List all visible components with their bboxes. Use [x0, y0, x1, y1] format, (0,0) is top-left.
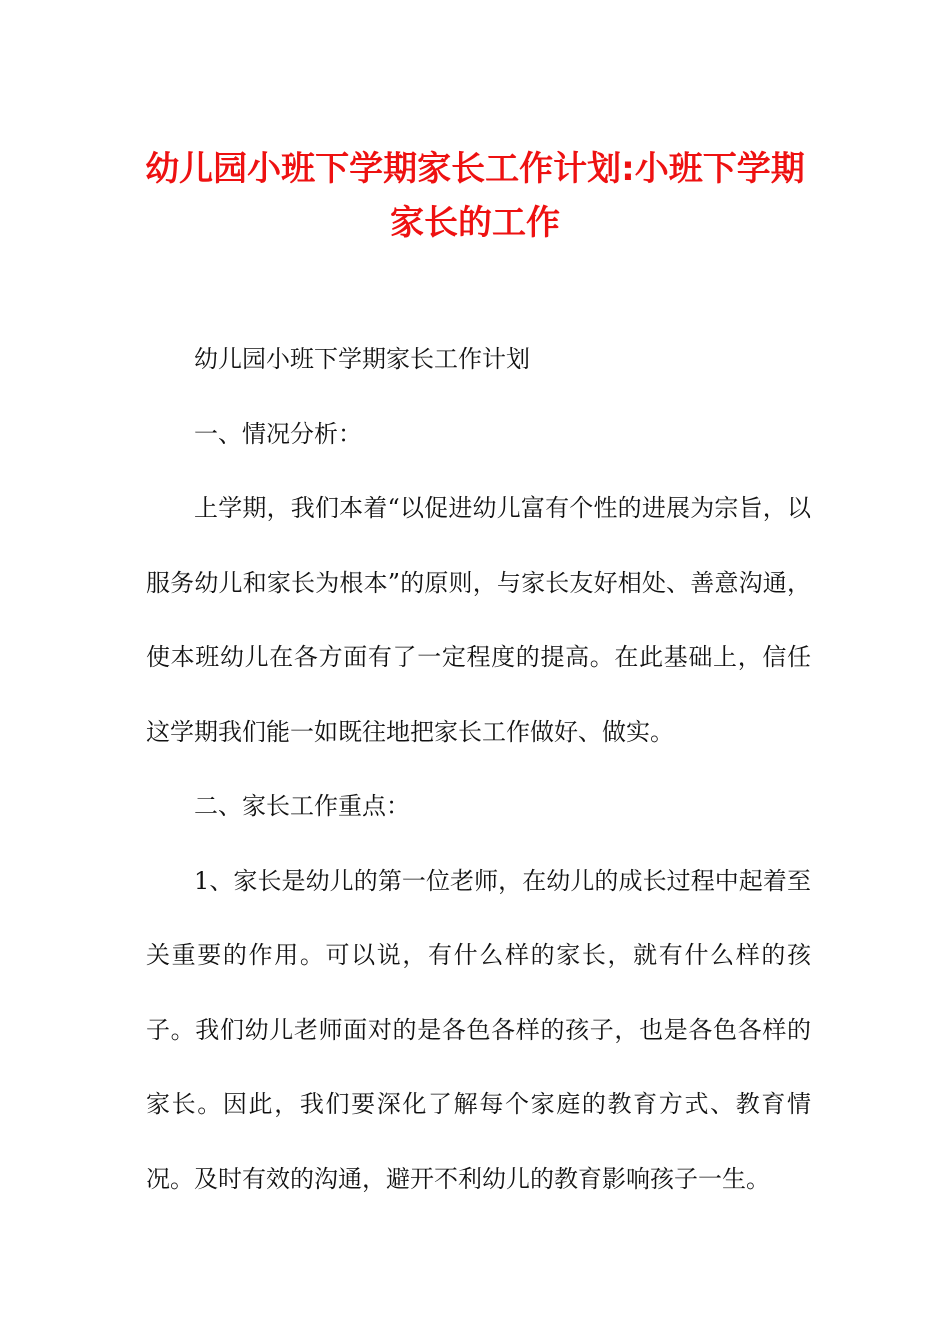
title-line-2: 家长的工作 [390, 203, 560, 243]
paragraph-situation: 上学期，我们本着“以促进幼儿富有个性的进展为宗旨，以服务幼儿和家长为根本”的原则，与家长友好相处、善意沟通，使本班幼儿在各方面有了一定程度的提高。在此基础上，信任这学期我们能一如既往地把家长工作做好、做实。 [146, 494, 811, 746]
subheading-plan: 幼儿园小班下学期家长工作计划 [194, 345, 530, 373]
document-body [146, 322, 811, 1216]
section-heading-situation: 一、情况分析： [194, 419, 362, 448]
title-line-1: 幼儿园小班下学期家长工作计划:小班下学期 [145, 149, 805, 189]
document-title [120, 142, 830, 250]
section-heading-focus: 二、家长工作重点： [194, 792, 410, 820]
paragraph-focus-1: 1、家长是幼儿的第一位老师，在幼儿的成长过程中起着至关重要的作用。可以说，有什么样的家长，就有什么样的孩子。我们幼儿老师面对的是各色各样的孩子，也是各色各样的家长。因此，我们要深化了解每个家庭的教育方式、教育情况。及时有效的沟通，避开不利幼儿的教育影响孩子一生。 [146, 866, 811, 1193]
